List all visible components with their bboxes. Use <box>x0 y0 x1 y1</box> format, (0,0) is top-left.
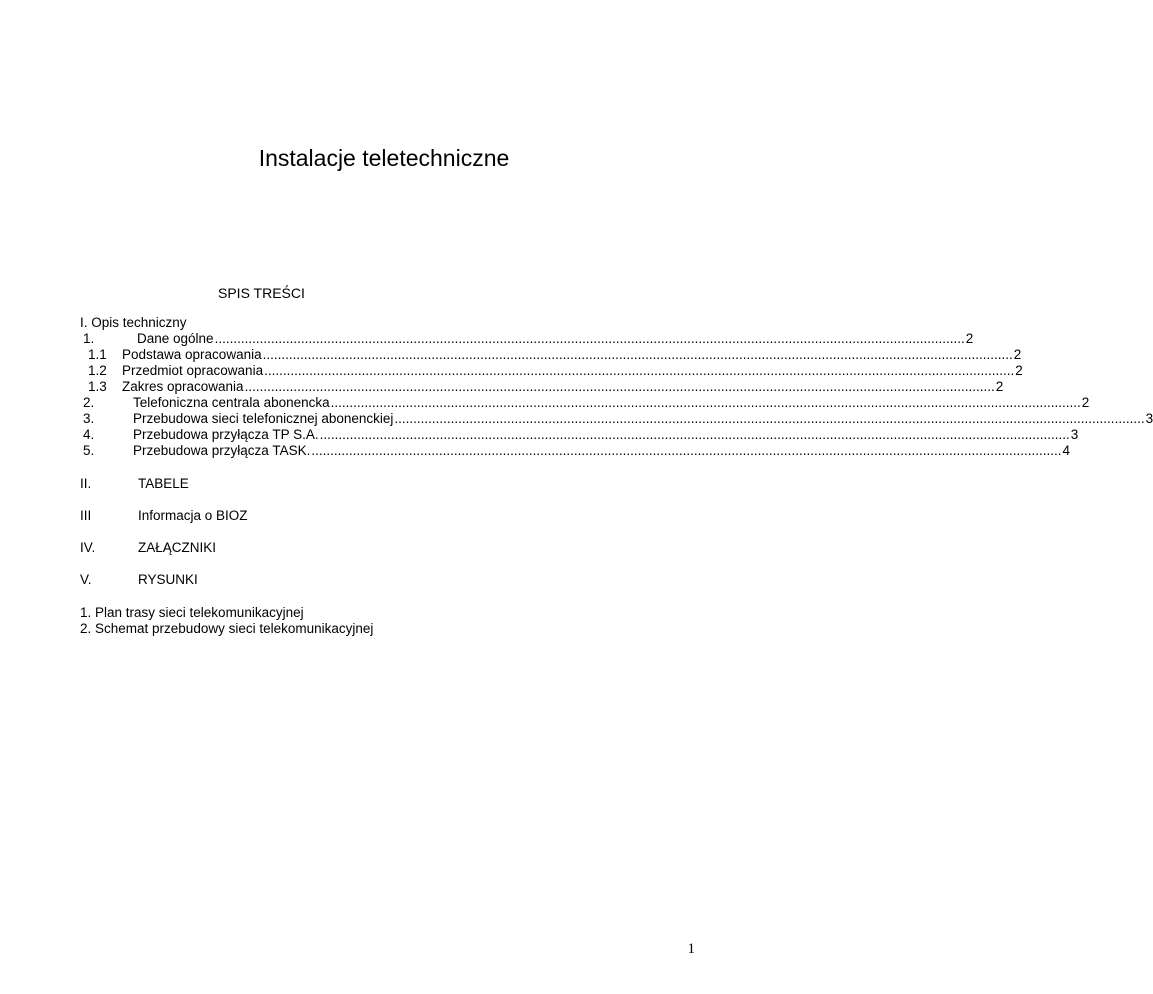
toc-part-title: I. Opis techniczny <box>80 315 187 330</box>
toc-entry-page: 2 <box>995 379 1004 394</box>
toc-entry-title: Zakres opracowania <box>122 379 244 394</box>
section-label: RYSUNKI <box>138 572 198 587</box>
toc-row <box>80 331 974 347</box>
toc-entry-number: 5. <box>83 443 95 458</box>
toc-row <box>80 443 1071 459</box>
toc-row <box>80 379 1004 395</box>
section-number: IV. <box>80 540 96 555</box>
toc-entry-number: 4. <box>83 427 95 442</box>
toc-entry-title: Przebudowa przyłącza TASK. <box>133 443 311 458</box>
toc-entry-number: 2. <box>83 395 95 410</box>
toc-entry-page: 4 <box>1062 443 1071 458</box>
toc-entry-page: 3 <box>1070 427 1079 442</box>
toc-dot-leader: ........................................................................................................................................................................................................ <box>214 331 965 346</box>
toc-entry <box>133 443 1071 459</box>
toc-entry-number: 3. <box>83 411 95 426</box>
toc-dot-leader: ........................................................................................................................................................................................................ <box>311 443 1062 458</box>
toc-row <box>80 427 1079 443</box>
toc-entry-title: Przedmiot opracowania <box>122 363 264 378</box>
toc-heading: SPIS TREŚCI <box>218 285 305 301</box>
toc-entry-page: 2 <box>1013 347 1022 362</box>
toc-entry-number: 1.1 <box>88 347 107 362</box>
drawing-item: 1. Plan trasy sieci telekomunikacyjnej <box>80 605 304 620</box>
document-title: Instalacje teletechniczne <box>258 145 510 171</box>
toc-dot-leader: ........................................................................................................................................................................................................ <box>394 411 1145 426</box>
table-of-contents <box>80 315 1153 459</box>
toc-entry <box>122 347 1022 363</box>
toc-entry-title: Przebudowa przyłącza TP S.A. <box>133 427 319 442</box>
toc-entry-title: Dane ogólne <box>137 331 214 346</box>
drawing-item: 2. Schemat przebudowy sieci telekomunikacyjnej <box>80 621 374 636</box>
toc-row <box>80 395 1090 411</box>
toc-dot-leader: ........................................................................................................................................................................................................ <box>262 347 1013 362</box>
toc-row <box>80 347 1022 363</box>
toc-dot-leader: ........................................................................................................................................................................................................ <box>264 363 1015 378</box>
toc-entry-number: 1.2 <box>88 363 107 378</box>
toc-entry-number: 1. <box>83 331 95 346</box>
toc-row <box>80 411 1153 427</box>
toc-entry-number: 1.3 <box>88 379 107 394</box>
toc-entry <box>133 411 1153 427</box>
toc-entry-title: Telefoniczna centrala abonencka <box>133 395 330 410</box>
toc-entry-page: 2 <box>1081 395 1090 410</box>
drawings-list <box>80 605 373 637</box>
section-label: ZAŁĄCZNIKI <box>138 540 217 555</box>
section-number: V. <box>80 572 92 587</box>
toc-dot-leader: ........................................................................................................................................................................................................ <box>319 427 1070 442</box>
section-number: III <box>80 508 92 523</box>
toc-entry <box>133 427 1079 443</box>
section-number: II. <box>80 476 92 491</box>
toc-entry-title: Przebudowa sieci telefonicznej abonenckiej <box>133 411 394 426</box>
page-number: 1 <box>687 941 695 957</box>
section-label: Informacja o BIOZ <box>138 508 248 523</box>
toc-entry <box>137 331 974 347</box>
toc-entry-title: Podstawa opracowania <box>122 347 262 362</box>
toc-entry-page: 3 <box>1145 411 1153 426</box>
section-label: TABELE <box>138 476 189 491</box>
toc-row <box>80 363 1023 379</box>
toc-dot-leader: ........................................................................................................................................................................................................ <box>330 395 1081 410</box>
toc-entry <box>122 363 1023 379</box>
toc-entry-page: 2 <box>1015 363 1023 378</box>
toc-entry <box>133 395 1090 411</box>
toc-entry-page: 2 <box>965 331 974 346</box>
toc-entry <box>122 379 1004 395</box>
toc-dot-leader: ........................................................................................................................................................................................................ <box>244 379 995 394</box>
